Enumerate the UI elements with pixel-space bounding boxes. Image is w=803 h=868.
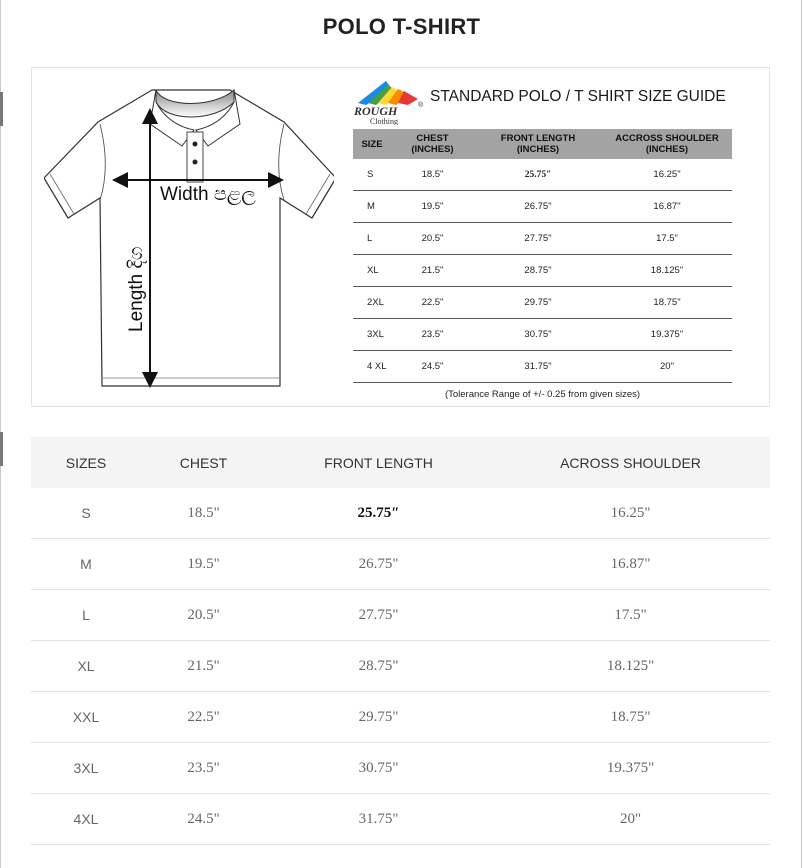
table-row [31,743,770,794]
size-guide-cell: 20.5" [391,223,474,255]
size-guide-row [353,287,732,319]
size-guide-cell: 18.125" [602,255,732,287]
size-guide-cell: XL [353,255,391,287]
size-table-header-row [31,437,770,488]
shoulder-cell: 20" [491,794,770,845]
chest-cell: 23.5" [141,743,266,794]
size-guide-chart [353,129,732,383]
size-guide-cell: 23.5" [391,319,474,351]
width-label: Width පළල [160,184,256,205]
size-guide-cell: 4 XL [353,351,391,383]
tolerance-note: (Tolerance Range of +/- 0.25 from given sizes) [444,389,641,400]
chest-cell: 19.5" [141,539,266,590]
size-guide-row [353,351,732,383]
size-guide-cell: M [353,191,391,223]
front-length-cell: 31.75" [266,794,491,845]
polo-shirt-diagram [44,86,334,396]
size-guide-cell: 17.5" [602,223,732,255]
size-guide-image [31,67,770,407]
column-header-front-length: FRONT LENGTH [266,437,491,488]
size-cell: 3XL [31,743,141,794]
size-guide-cell: 27.75" [474,223,602,255]
size-cell: XL [31,641,141,692]
size-guide-cell: 30.75" [474,319,602,351]
shoulder-cell: 18.75" [491,692,770,743]
size-guide-cell: 25.75″ [474,159,602,191]
size-table [31,437,770,845]
size-guide-col-front-length: FRONT LENGTH (INCHES) [474,129,602,159]
length-label: Length දිග [126,246,147,332]
page-border-right [801,0,802,868]
size-guide-cell: 22.5" [391,287,474,319]
shoulder-cell: 16.25" [491,488,770,539]
size-cell: XXL [31,692,141,743]
shoulder-cell: 19.375" [491,743,770,794]
size-guide-col-shoulder: ACCROSS SHOULDER (INCHES) [602,129,732,159]
size-guide-cell: 2XL [353,287,391,319]
shoulder-cell: 17.5" [491,590,770,641]
table-row [31,692,770,743]
table-row [31,539,770,590]
size-guide-row [353,191,732,223]
scroll-marker [0,92,3,126]
size-guide-cell: S [353,159,391,191]
size-guide-cell: 31.75" [474,351,602,383]
logo-sub: Clothing [370,117,399,125]
table-row [31,488,770,539]
size-guide-cell: 19.375" [602,319,732,351]
size-guide-cell: 20" [602,351,732,383]
size-guide-row [353,255,732,287]
front-length-cell: 30.75" [266,743,491,794]
size-guide-cell: 16.25" [602,159,732,191]
chest-cell: 22.5" [141,692,266,743]
front-length-cell: 25.75″ [266,488,491,539]
chest-cell: 18.5" [141,488,266,539]
size-cell: S [31,488,141,539]
size-guide-row [353,319,732,351]
chest-cell: 24.5" [141,794,266,845]
table-row [31,794,770,845]
size-guide-cell: 21.5" [391,255,474,287]
size-guide-cell: 18.75" [602,287,732,319]
scroll-marker [0,432,3,466]
logo-brand: ROUGH [354,104,398,118]
chest-cell: 21.5" [141,641,266,692]
size-guide-cell: 19.5" [391,191,474,223]
size-cell: M [31,539,141,590]
size-guide-header [352,75,762,125]
column-header-chest: CHEST [141,437,266,488]
shoulder-cell: 18.125" [491,641,770,692]
size-guide-cell: 28.75" [474,255,602,287]
column-header-across-shoulder: ACROSS SHOULDER [491,437,770,488]
table-row [31,641,770,692]
front-length-cell: 27.75" [266,590,491,641]
logo-registered: ® [418,102,424,109]
table-row [31,590,770,641]
chest-cell: 20.5" [141,590,266,641]
page-title: POLO T-SHIRT [322,14,481,39]
size-cell: 4XL [31,794,141,845]
size-cell: L [31,590,141,641]
size-guide-cell: 18.5" [391,159,474,191]
shoulder-cell: 16.87" [491,539,770,590]
rough-clothing-logo [352,75,426,125]
column-header-sizes: SIZES [31,437,141,488]
size-guide-header-row [353,129,732,159]
size-guide-cell: L [353,223,391,255]
size-guide-cell: 3XL [353,319,391,351]
size-guide-row [353,223,732,255]
size-guide-col-chest: CHEST (INCHES) [391,129,474,159]
front-length-cell: 28.75" [266,641,491,692]
size-guide-cell: 16.87" [602,191,732,223]
size-guide-cell: 29.75" [474,287,602,319]
front-length-cell: 26.75" [266,539,491,590]
size-guide-cell: 24.5" [391,351,474,383]
size-guide-cell: 26.75" [474,191,602,223]
size-guide-col-size: SIZE [353,129,391,159]
size-guide-row [353,159,732,191]
size-guide-title: STANDARD POLO / T SHIRT SIZE GUIDE [430,88,726,105]
front-length-cell: 29.75" [266,692,491,743]
